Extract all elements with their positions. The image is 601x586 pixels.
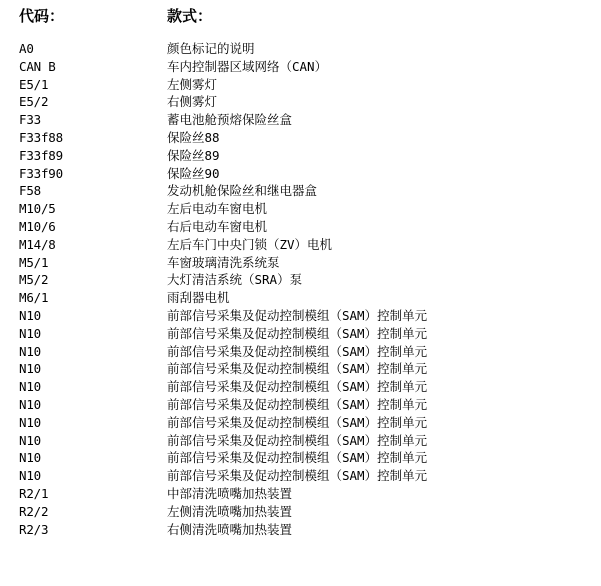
component-description: 保险丝88 — [167, 129, 220, 145]
component-code: N10 — [19, 414, 41, 430]
legend-row — [19, 40, 589, 58]
component-code: F33f90 — [19, 165, 63, 181]
component-code: R2/3 — [19, 521, 49, 537]
legend-row — [19, 254, 589, 272]
legend-row — [19, 325, 589, 343]
component-description: 前部信号采集及促动控制模组（SAM）控制单元 — [167, 432, 428, 448]
legend-header — [19, 6, 579, 26]
component-code: M10/5 — [19, 201, 56, 217]
component-code: N10 — [19, 379, 41, 395]
component-code: M14/8 — [19, 236, 56, 252]
component-code: R2/2 — [19, 503, 49, 519]
legend-row — [19, 58, 589, 76]
legend-row — [19, 485, 589, 503]
legend-row — [19, 147, 589, 165]
component-description: 前部信号采集及促动控制模组（SAM）控制单元 — [167, 379, 428, 395]
legend-row — [19, 289, 589, 307]
component-description: 蓄电池舱预熔保险丝盒 — [167, 112, 293, 128]
legend-row — [19, 218, 589, 236]
component-description: 发动机舱保险丝和继电器盒 — [167, 183, 318, 199]
component-code: F33f88 — [19, 129, 63, 145]
legend-row — [19, 271, 589, 289]
legend-row — [19, 503, 589, 521]
legend-row — [19, 449, 589, 467]
component-description: 前部信号采集及促动控制模组（SAM）控制单元 — [167, 325, 428, 341]
component-description: 颜色标记的说明 — [167, 41, 255, 56]
legend-row — [19, 200, 589, 218]
component-code: M10/6 — [19, 218, 56, 234]
legend-row — [19, 76, 589, 94]
legend-row — [19, 182, 589, 200]
component-description: 左后电动车窗电机 — [167, 201, 268, 217]
component-description: 车窗玻璃清洗系统泵 — [167, 254, 280, 270]
legend-row — [19, 129, 589, 147]
legend-row — [19, 236, 589, 254]
legend-row — [19, 307, 589, 325]
component-description: 中部清洗喷嘴加热装置 — [167, 485, 293, 501]
legend-row — [19, 93, 589, 111]
component-description: 大灯清洁系统（SRA）泵 — [167, 272, 303, 288]
component-description: 左侧清洗喷嘴加热装置 — [167, 503, 293, 519]
legend-row — [19, 432, 589, 450]
component-description: 前部信号采集及促动控制模组（SAM）控制单元 — [167, 414, 428, 430]
legend-row — [19, 165, 589, 183]
component-description: 前部信号采集及促动控制模组（SAM）控制单元 — [167, 396, 428, 412]
component-description: 左后车门中央门锁（ZV）电机 — [167, 236, 333, 252]
component-code: N10 — [19, 468, 41, 484]
component-code: CAN B — [19, 58, 56, 74]
component-code: N10 — [19, 325, 41, 341]
component-description: 保险丝89 — [167, 147, 220, 163]
component-code: F33 — [19, 112, 41, 128]
component-code: F58 — [19, 183, 41, 199]
component-code: E5/1 — [19, 76, 49, 92]
component-description: 前部信号采集及促动控制模组（SAM）控制单元 — [167, 450, 428, 466]
component-description: 保险丝90 — [167, 165, 220, 181]
component-code: N10 — [19, 343, 41, 359]
component-description: 前部信号采集及促动控制模组（SAM）控制单元 — [167, 307, 428, 323]
component-description: 前部信号采集及促动控制模组（SAM）控制单元 — [167, 468, 428, 484]
legend-row — [19, 396, 589, 414]
legend-row — [19, 343, 589, 361]
component-code: E5/2 — [19, 94, 49, 110]
component-description: 前部信号采集及促动控制模组（SAM）控制单元 — [167, 343, 428, 359]
component-code: A0 — [19, 41, 34, 56]
component-code: R2/1 — [19, 485, 49, 501]
component-code: N10 — [19, 307, 41, 323]
component-code: N10 — [19, 361, 41, 377]
component-code: F33f89 — [19, 147, 63, 163]
component-code: M5/2 — [19, 272, 49, 288]
legend-row — [19, 521, 589, 539]
component-description: 左侧雾灯 — [167, 76, 218, 92]
legend-row — [19, 111, 589, 129]
component-description: 右后电动车窗电机 — [167, 218, 268, 234]
style-column-header: 款式： — [167, 7, 213, 25]
component-code: N10 — [19, 396, 41, 412]
component-code: N10 — [19, 450, 41, 466]
legend-row — [19, 360, 589, 378]
legend-row — [19, 378, 589, 396]
component-description: 前部信号采集及促动控制模组（SAM）控制单元 — [167, 361, 428, 377]
legend-row — [19, 467, 589, 485]
component-description: 右侧清洗喷嘴加热装置 — [167, 521, 293, 537]
component-description: 雨刮器电机 — [167, 290, 230, 306]
code-column-header: 代码： — [19, 7, 65, 25]
component-description: 车内控制器区域网络（CAN） — [167, 58, 328, 74]
component-code: N10 — [19, 432, 41, 448]
component-code: M5/1 — [19, 254, 49, 270]
legend-row — [19, 414, 589, 432]
component-description: 右侧雾灯 — [167, 94, 218, 110]
legend-rows — [19, 40, 589, 538]
component-code: M6/1 — [19, 290, 49, 306]
